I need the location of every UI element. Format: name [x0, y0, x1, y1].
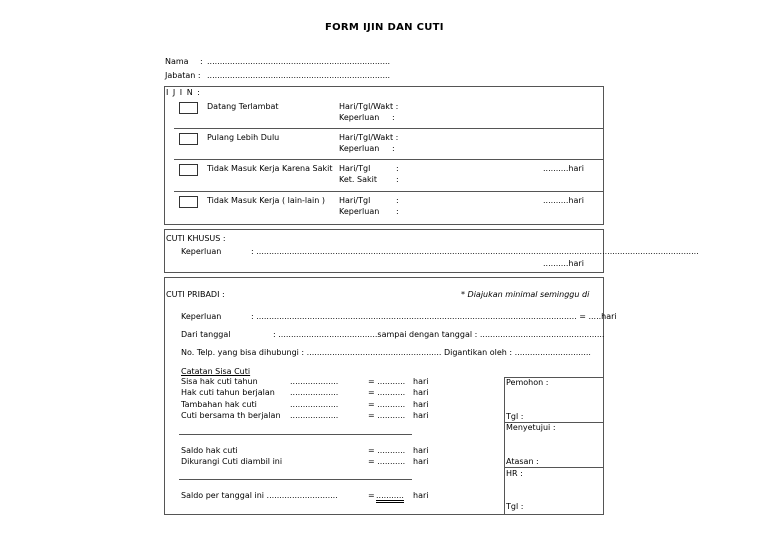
- catatan-dots[interactable]: ...................: [290, 400, 339, 409]
- ijin-divider: [174, 128, 604, 129]
- ijin-field-colon: :: [396, 164, 399, 173]
- catatan-unit: hari: [413, 388, 429, 397]
- menyetujui-label: Menyetujui :: [506, 423, 556, 432]
- ijin-field-label: Hari/Tgl/Wakt :: [339, 133, 399, 142]
- dikurangi-unit: hari: [413, 457, 429, 466]
- catatan-unit: hari: [413, 400, 429, 409]
- ijin-hari-field[interactable]: ..........hari: [543, 164, 584, 173]
- hr-label: HR :: [506, 469, 523, 478]
- checkbox-tidak-masuk-lain[interactable]: [179, 196, 198, 208]
- saldo-unit: hari: [413, 446, 429, 455]
- dikurangi-label: Dikurangi Cuti diambil ini: [181, 457, 283, 466]
- ijin-item-label: Tidak Masuk Kerja Karena Sakit: [207, 164, 333, 173]
- ijin-item-label: Tidak Masuk Kerja ( lain-lain ): [207, 196, 326, 205]
- cuti-khusus-hari-field[interactable]: ..........hari: [543, 259, 584, 268]
- nama-field[interactable]: ........................................................................: [207, 57, 391, 66]
- pemohon-label: Pemohon :: [506, 378, 549, 387]
- checkbox-tidak-masuk-sakit[interactable]: [179, 164, 198, 176]
- ijin-field-label: Ket. Sakit: [339, 175, 377, 184]
- nama-label: Nama: [165, 57, 189, 66]
- saldo-per-tanggal-unit: hari: [413, 491, 429, 500]
- saldo-eq[interactable]: = ...........: [368, 446, 406, 455]
- ijin-heading: I J I N :: [166, 88, 201, 97]
- checkbox-pulang-lebih-dulu[interactable]: [179, 133, 198, 145]
- saldo-label: Saldo hak cuti: [181, 446, 238, 455]
- saldo-per-tanggal-label: Saldo per tanggal ini ............................: [181, 491, 338, 500]
- ijin-field-label: Keperluan :: [339, 144, 395, 153]
- catatan-unit: hari: [413, 411, 429, 420]
- ijin-item-label: Datang Terlambat: [207, 102, 279, 111]
- catatan-label: Tambahan hak cuti: [181, 400, 257, 409]
- catatan-unit: hari: [413, 377, 429, 386]
- telp-digantikan-field[interactable]: No. Telp. yang bisa dihubungi : ..................................................... Digantikan oleh : ..............................: [181, 348, 591, 357]
- ijin-hari-field[interactable]: ..........hari: [543, 196, 584, 205]
- cuti-khusus-keperluan-label: Keperluan: [181, 247, 222, 256]
- pemohon-tgl-label: Tgl :: [506, 412, 524, 421]
- ijin-field-label: Keperluan: [339, 207, 380, 216]
- saldo-per-tanggal-field[interactable]: ...........: [376, 492, 404, 503]
- ijin-divider: [174, 159, 604, 160]
- catatan-divider: [179, 434, 412, 435]
- ijin-field-label: Hari/Tgl: [339, 164, 371, 173]
- catatan-label: Cuti bersama th berjalan: [181, 411, 281, 420]
- saldo-per-tanggal-eq: =: [368, 491, 378, 500]
- ijin-field-colon: :: [396, 175, 399, 184]
- checkbox-datang-terlambat[interactable]: [179, 102, 198, 114]
- catatan-dots[interactable]: ...................: [290, 411, 339, 420]
- ijin-field-colon: :: [396, 196, 399, 205]
- catatan-dots[interactable]: ...................: [290, 377, 339, 386]
- catatan-heading: Catatan Sisa Cuti: [181, 367, 251, 376]
- hr-tgl-label: Tgl :: [506, 502, 524, 511]
- cuti-pribadi-note: * Diajukan minimal seminggu di: [461, 290, 590, 299]
- catatan-label: Hak cuti tahun berjalan: [181, 388, 275, 397]
- nama-colon: :: [200, 57, 203, 66]
- cuti-pribadi-heading: CUTI PRIBADI :: [166, 290, 225, 299]
- jabatan-label: Jabatan :: [165, 71, 201, 80]
- catatan-eq[interactable]: = ...........: [368, 388, 406, 397]
- dikurangi-eq[interactable]: = ...........: [368, 457, 406, 466]
- ijin-field-label: Hari/Tgl/Wakt :: [339, 102, 399, 111]
- saldo-divider: [179, 479, 412, 480]
- ijin-divider: [174, 191, 604, 192]
- page-title: FORM IJIN DAN CUTI: [325, 22, 444, 33]
- catatan-eq[interactable]: = ...........: [368, 377, 406, 386]
- dari-tanggal-field[interactable]: : .......................................sampai dengan tanggal : .................................................: [273, 330, 605, 339]
- catatan-eq[interactable]: = ...........: [368, 400, 406, 409]
- catatan-dots[interactable]: ...................: [290, 388, 339, 397]
- ijin-item-label: Pulang Lebih Dulu: [207, 133, 280, 142]
- ijin-field-label: Hari/Tgl: [339, 196, 371, 205]
- cuti-khusus-heading: CUTI KHUSUS :: [166, 234, 226, 243]
- ijin-field-colon: :: [396, 207, 399, 216]
- ijin-field-label: Keperluan :: [339, 113, 395, 122]
- cuti-pribadi-keperluan-field[interactable]: : .............................................................................................................................. = .....hari: [251, 312, 617, 321]
- catatan-eq[interactable]: = ...........: [368, 411, 406, 420]
- catatan-label: Sisa hak cuti tahun: [181, 377, 258, 386]
- atasan-label: Atasan :: [506, 457, 539, 466]
- cuti-khusus-keperluan-field[interactable]: : ..............................................................................................................................................................................: [251, 247, 699, 256]
- cuti-pribadi-keperluan-label: Keperluan: [181, 312, 222, 321]
- dari-tanggal-label: Dari tanggal: [181, 330, 231, 339]
- jabatan-field[interactable]: ........................................................................: [207, 71, 391, 80]
